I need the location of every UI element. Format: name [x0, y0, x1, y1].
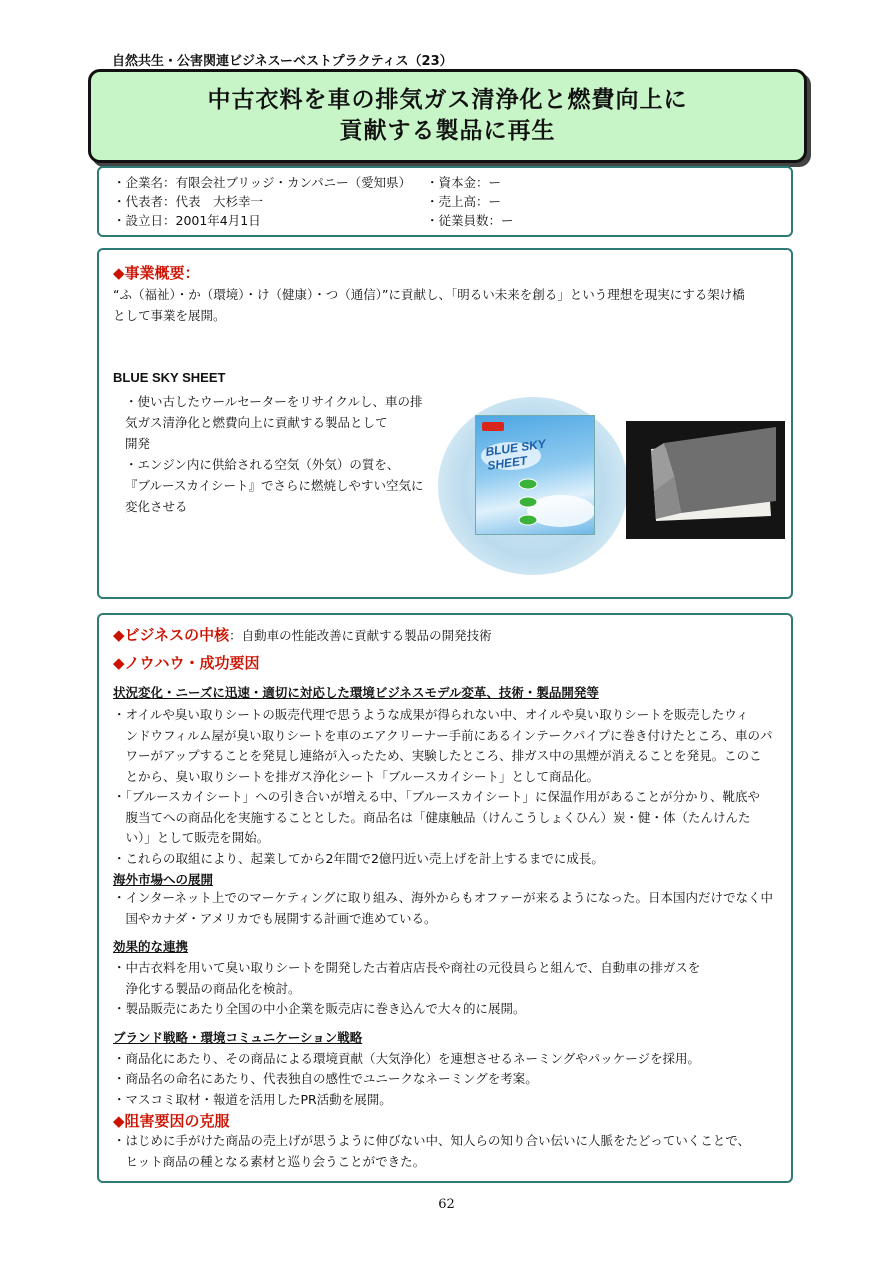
- list-item: ・「ブルースカイシート」への引き合いが増える中、「ブルースカイシート」に保温作用があることが分かり、靴底や: [113, 789, 761, 804]
- company-capital: ・資本金：ー: [426, 175, 502, 190]
- list-item: ・これらの取組により、起業してから2年間で2億円近い売上げを計上するまでに成長。: [113, 850, 604, 866]
- list-item: ・商品化にあたり、その商品による環境貢献（大気浄化）を連想させるネーミングやパッケージを採用。: [113, 1050, 701, 1066]
- company-sales: ・売上高：ー: [426, 194, 502, 209]
- page-title-line2: 貢献する製品に再生: [339, 118, 556, 144]
- sheet-photo-illustration: [626, 421, 785, 539]
- overview-text-line1: “ふ（福祉）・か（環境）・け（健康）・つ（通信）”に貢献し、「明るい未来を創る」という理想を現実にする架け橋: [113, 287, 745, 302]
- title-box: [88, 69, 807, 163]
- section-title: 海外市場への展開: [113, 872, 214, 887]
- overview-text-line2: として事業を展開。: [113, 308, 226, 323]
- company-name: ・企業名：有限会社ブリッジ・カンパニー（愛知県）: [113, 175, 412, 190]
- list-item: ヒット商品の種となる素材と巡り会うことができた。: [113, 1153, 426, 1169]
- core-heading-text: ：自動車の性能改善に貢献する製品の開発技術: [229, 628, 492, 643]
- section-title: ブランド戦略・環境コミュニケーション戦略: [113, 1029, 363, 1045]
- knowhow-sections: [113, 683, 785, 1172]
- knowhow-heading: ◆ノウハウ・成功要因: [113, 654, 260, 672]
- product-desc-line: ・使い古したウールセーターをリサイクルし、車の排: [125, 394, 423, 409]
- list-item: い）」として販売を開始。: [113, 830, 270, 845]
- product-desc-line: ・エンジン内に供給される空気（外気）の質を、: [125, 457, 400, 472]
- package-label: BLUE SKY SHEET: [484, 436, 547, 473]
- overview-heading: ◆事業概要：: [113, 264, 200, 282]
- list-item: ・オイルや臭い取りシートの販売代理で思うような成果が得られない中、オイルや臭い取りシートを販売したウィ: [113, 707, 749, 722]
- list-item: ・マスコミ取材・報道を活用したPR活動を展開。: [113, 1091, 392, 1107]
- product-name: BLUE SKY SHEET: [113, 370, 226, 385]
- core-heading: ◆ビジネスの中核: [113, 626, 230, 644]
- core-heading-row: [113, 624, 492, 645]
- series-label: 自然共生・公害関連ビジネスーベストプラクティス（23）: [112, 54, 453, 69]
- business-core-panel: [97, 613, 793, 1183]
- company-info-panel: [97, 166, 793, 237]
- company-representative: ・代表者：代表 大杉幸一: [113, 194, 264, 209]
- list-item: 浄化する製品の商品化を検討。: [113, 980, 301, 996]
- company-employees: ・従業員数：ー: [426, 213, 514, 228]
- obstacle-heading: ◆阻害要因の克服: [113, 1112, 230, 1130]
- list-item: ・中古衣料を用いて臭い取りシートを開発した古着店店長や商社の元役員らと組んで、自動車の排ガスを: [113, 960, 701, 975]
- product-desc-line: 『ブルースカイシート』でさらに燃焼しやすい空気に: [125, 478, 424, 493]
- list-item: ・はじめに手がけた商品の売上げが思うように伸びない中、知人らの知り合い伝いに人脈をたどっていくことで、: [113, 1133, 751, 1148]
- product-desc-line: 開発: [125, 436, 151, 451]
- list-item: とから、臭い取りシートを排ガス浄化シート「ブルースカイシート」として商品化。: [113, 768, 600, 784]
- list-item: ・商品名の命名にあたり、代表独自の感性でユニークなネーミングを考案。: [113, 1071, 538, 1086]
- product-package-image: [475, 415, 595, 535]
- product-sheet-photo: [626, 421, 785, 539]
- product-desc-line: 変化させる: [125, 499, 188, 514]
- section-lines: [113, 1049, 785, 1111]
- section-lines: [113, 958, 785, 1020]
- list-item: ・製品販売にあたり全国の中小企業を販売店に巻き込んで大々的に展開。: [113, 1001, 526, 1016]
- obstacle-lines: [113, 1131, 785, 1172]
- page-title-line1: 中古衣料を車の排気ガス清浄化と燃費向上に: [207, 87, 688, 113]
- list-item: ンドウフィルム屋が臭い取りシートを車のエアクリーナー手前にあるインテークパイプに巻き付けたところ、車のパ: [113, 727, 773, 743]
- list-item: ワーがアップすることを発見し連絡が入ったため、実験したところ、排ガス中の黒煙が消えることを発見。このこ: [113, 748, 762, 763]
- section-lines: [113, 705, 785, 869]
- list-item: ・インターネット上でのマーケティングに取り組み、海外からもオファーが来るようになった。日本国内だけでなく中: [113, 890, 774, 905]
- product-desc-line: 気ガス清浄化と燃費向上に貢献する製品として: [125, 415, 388, 430]
- section-title: 状況変化・ニーズに迅速・適切に対応した環境ビジネスモデル変革、技術・製品開発等: [113, 685, 599, 700]
- product-description: [125, 391, 445, 517]
- list-item: 腹当てへの商品化を実施することとした。商品名は「健康触品（けんこうしょくひん）炭・健・体（たんけんた: [113, 809, 751, 825]
- page-number: 62: [438, 1197, 455, 1212]
- section-lines: [113, 888, 785, 929]
- company-founded: ・設立日：2001年4月1日: [113, 213, 261, 228]
- section-title: 効果的な連携: [113, 939, 189, 954]
- list-item: 国やカナダ・アメリカでも展開する計画で進めている。: [113, 910, 437, 926]
